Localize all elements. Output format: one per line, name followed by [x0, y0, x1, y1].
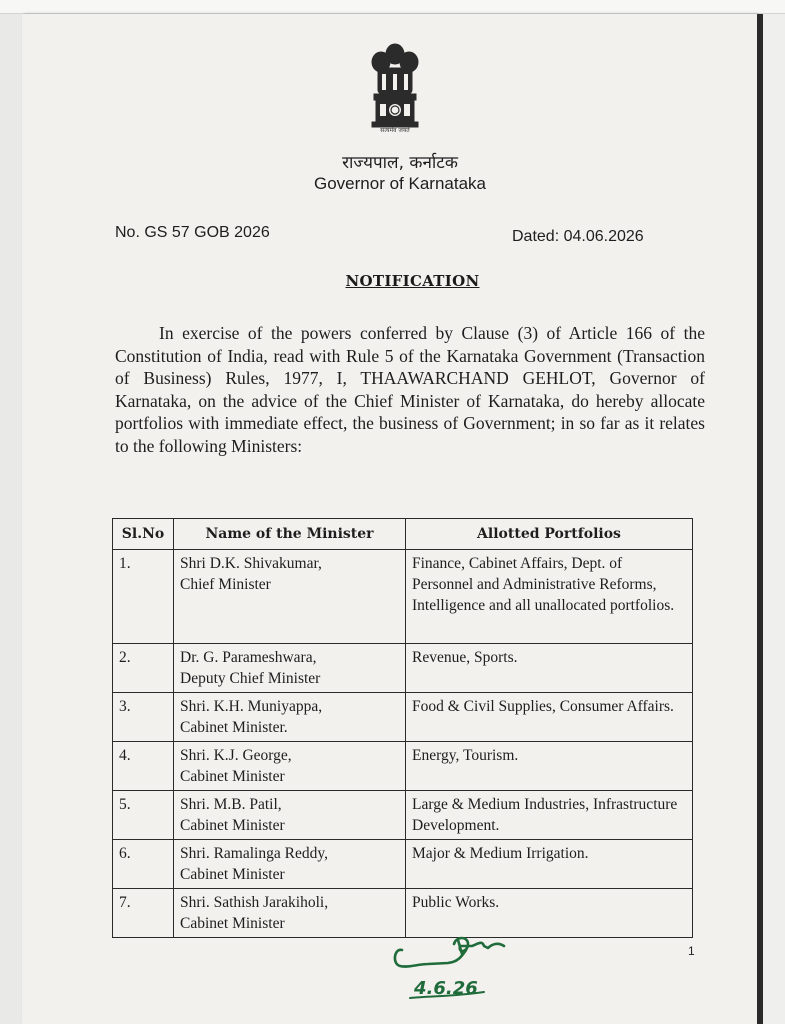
row-slno: 1.: [113, 550, 174, 644]
row-portfolios: Energy, Tourism.: [406, 742, 693, 791]
ministers-table: [112, 518, 693, 938]
emblem-motto: सत्यमेव जयते: [380, 127, 410, 134]
minister-name-line: Shri. K.H. Muniyappa,: [180, 698, 323, 715]
notification-paragraph: In exercise of the powers conferred by Clause (3) of Article 166 of the Constitution of India, read with Rule 5 of the Karnataka Government (Transaction of Business) Rules, 1977, I, THAAWARCHAND GEHLOT, Governor of Karnataka, on the advice of the Chief Minister of Karnataka, do hereby allocate portfolios with immediate effect, the business of Government; in so far as it relates to the following Ministers:: [115, 323, 705, 456]
minister-name-line: Shri. M.B. Patil,: [180, 796, 282, 813]
table-row: [113, 840, 693, 889]
signature-date: 4.6.26: [414, 978, 478, 999]
minister-name-line: Shri. Ramalinga Reddy,: [180, 845, 328, 862]
row-slno: 7.: [113, 889, 174, 938]
minister-designation: Deputy Chief Minister: [180, 670, 321, 687]
row-portfolios: Food & Civil Supplies, Consumer Affairs.: [406, 693, 693, 742]
row-slno: 2.: [113, 644, 174, 693]
minister-name-line: Shri. Sathish Jarakiholi,: [180, 894, 329, 911]
row-portfolios: Public Works.: [406, 889, 693, 938]
table-header-row: [113, 519, 693, 550]
minister-designation: Chief Minister: [180, 576, 271, 593]
row-minister-name: [174, 889, 406, 938]
reference-number: No. GS 57 GOB 2026: [115, 224, 270, 241]
row-portfolios: Large & Medium Industries, Infrastructure Development.: [406, 791, 693, 840]
row-slno: 5.: [113, 791, 174, 840]
table-row: [113, 742, 693, 791]
column-header-slno: Sl.No: [113, 519, 174, 550]
row-minister-name: [174, 840, 406, 889]
minister-designation: Cabinet Minister: [180, 866, 285, 883]
table-row: [113, 693, 693, 742]
minister-name-line: Shri. K.J. George,: [180, 747, 292, 764]
page-number: 1: [688, 944, 695, 958]
hindi-title: राज्यपाल, कर्नाटक: [342, 153, 458, 173]
column-header-portfolios: Allotted Portfolios: [406, 519, 693, 550]
row-minister-name: [174, 644, 406, 693]
row-portfolios: Major & Medium Irrigation.: [406, 840, 693, 889]
dated-line: Dated: 04.06.2026: [512, 228, 644, 245]
minister-designation: Cabinet Minister: [180, 768, 285, 785]
national-emblem-icon: [360, 40, 430, 138]
row-slno: 4.: [113, 742, 174, 791]
english-title: Governor of Karnataka: [314, 174, 486, 193]
row-minister-name: [174, 742, 406, 791]
minister-name-line: Shri D.K. Shivakumar,: [180, 555, 322, 572]
table-row: [113, 791, 693, 840]
row-portfolios: Revenue, Sports.: [406, 644, 693, 693]
governor-signature: [388, 930, 518, 1000]
row-minister-name: [174, 791, 406, 840]
minister-name-line: Dr. G. Parameshwara,: [180, 649, 317, 666]
row-slno: 6.: [113, 840, 174, 889]
minister-designation: Cabinet Minister.: [180, 719, 288, 736]
viewer-background: [763, 14, 785, 1024]
table-row: [113, 644, 693, 693]
minister-designation: Cabinet Minister: [180, 915, 285, 932]
column-header-name: Name of the Minister: [174, 519, 406, 550]
row-portfolios: Finance, Cabinet Affairs, Dept. of Personnel and Administrative Reforms, Intelligence and all unallocated portfolios.: [406, 550, 693, 644]
row-minister-name: [174, 693, 406, 742]
table-row: [113, 550, 693, 644]
row-minister-name: [174, 550, 406, 644]
minister-designation: Cabinet Minister: [180, 817, 285, 834]
row-slno: 3.: [113, 693, 174, 742]
notification-heading: NOTIFICATION: [345, 272, 480, 290]
viewer-top-bar: [0, 0, 785, 14]
